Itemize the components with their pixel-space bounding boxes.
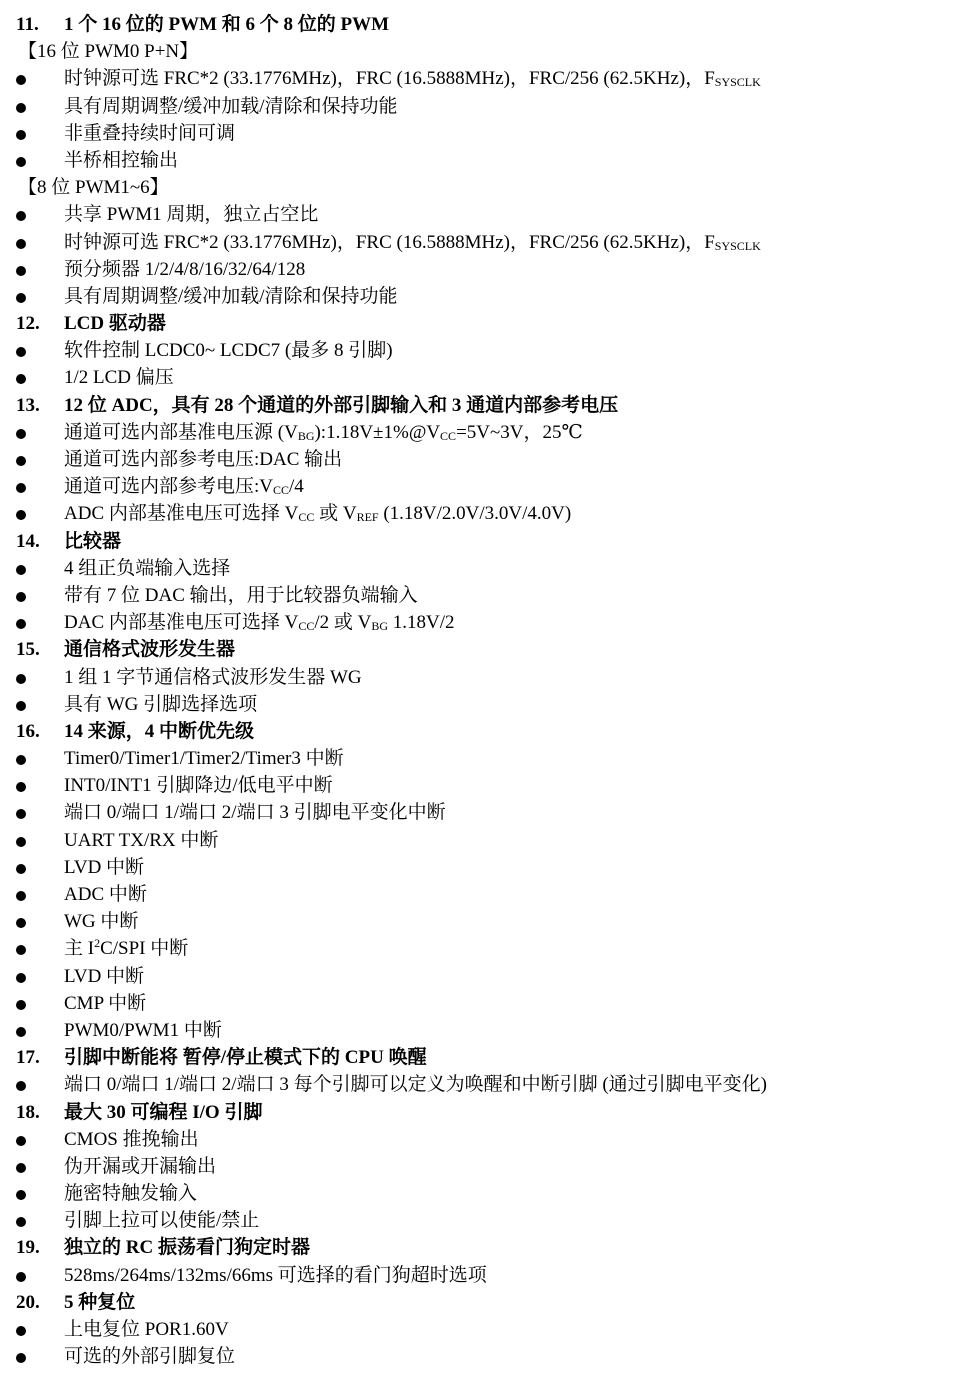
list-item [0,1126,962,1153]
section-title: 比较器 [64,530,122,552]
list-item-text: 端口 0/端口 1/端口 2/端口 3 引脚电平变化中断 [64,802,446,824]
section-heading [0,1044,962,1071]
bullet-icon [16,103,26,113]
list-item-text: 具有 WG 引脚选择选项 [64,693,258,715]
text-segment: 主 I [64,938,95,960]
list-item-text: LVD 中断 [64,856,145,878]
list-item [0,609,962,636]
bullet-icon [16,75,26,85]
bullet-icon [16,1027,26,1037]
bullet-icon [16,293,26,303]
section-heading [0,1234,962,1261]
subscript: CC [273,483,290,498]
list-item [0,446,962,473]
bullet-icon [16,1353,26,1363]
bullet-icon [16,565,26,575]
bullet-icon [16,782,26,792]
bullet-icon [16,211,26,221]
section-title: LCD 驱动器 [64,313,166,335]
list-item [0,1343,962,1370]
subsection-label [0,38,962,65]
section-number: 13. [16,394,40,416]
list-item-text: 端口 0/端口 1/端口 2/端口 3 每个引脚可以定义为唤醒和中断引脚 (通过引脚电平变化) [64,1074,767,1096]
text-segment: 或 V [314,503,357,525]
list-item-text [64,609,455,636]
list-item [0,1180,962,1207]
subscript: REF [356,510,379,525]
subscript: CC [298,510,315,525]
bullet-icon [16,918,26,928]
list-item-text [64,65,761,92]
list-item [0,664,962,691]
section-number: 15. [16,639,40,661]
list-item [0,93,962,120]
section-heading [0,392,962,419]
bullet-icon [16,973,26,983]
list-item-text [64,935,188,962]
bullet-icon [16,619,26,629]
bullet-icon [16,347,26,357]
bullet-icon [16,701,26,711]
list-item [0,1316,962,1343]
bullet-icon [16,809,26,819]
bullet-icon [16,456,26,466]
bullet-icon [16,510,26,520]
subscript: CC [298,619,315,634]
list-item [0,772,962,799]
list-item [0,337,962,364]
list-item [0,854,962,881]
list-item [0,283,962,310]
text-segment: =5V~3V，25℃ [456,421,583,443]
section-title: 通信格式波形发生器 [64,639,236,661]
text-segment: DAC 内部基准电压可选择 V [64,612,299,634]
list-item-text: 1/2 LCD 偏压 [64,367,174,389]
section-number: 14. [16,530,40,552]
text-segment: 通道可选内部基准电压源 (V [64,421,298,443]
list-item-text: INT0/INT1 引脚降边/低电平中断 [64,775,333,797]
list-item-text: 半桥相控输出 [64,149,179,171]
list-item [0,256,962,283]
bullet-icon [16,837,26,847]
bullet-icon [16,1081,26,1091]
list-item [0,473,962,500]
bullet-icon [16,1190,26,1200]
list-item-text: 1 组 1 字节通信格式波形发生器 WG [64,666,362,688]
bullet-icon [16,1136,26,1146]
list-item-text: 预分频器 1/2/4/8/16/32/64/128 [64,258,306,280]
text-segment: 1.18V/2 [388,612,455,634]
list-item-text: 528ms/264ms/132ms/66ms 可选择的看门狗超时选项 [64,1264,487,1286]
list-item-text: WG 中断 [64,911,139,933]
list-item-text [64,419,583,446]
list-item-text: 上电复位 POR1.60V [64,1319,229,1340]
bullet-icon [16,130,26,140]
list-item-text [64,500,571,527]
list-item-text: 伪开漏或开漏输出 [64,1155,217,1177]
section-title: 1 个 16 位的 PWM 和 6 个 8 位的 PWM [64,14,390,35]
bullet-icon [16,1163,26,1173]
bullet-icon [16,1217,26,1227]
list-item [0,1017,962,1044]
list-item-text: 非重叠持续时间可调 [64,122,236,144]
list-item [0,229,962,256]
bullet-icon [16,755,26,765]
subsection-text: 【8 位 PWM1~6】 [18,177,169,199]
list-item-text: 具有周期调整/缓冲加载/清除和保持功能 [64,95,398,117]
bullet-icon [16,266,26,276]
bullet-icon [16,1326,26,1336]
superscript: 2 [94,936,101,951]
list-item-text: PWM0/PWM1 中断 [64,1019,222,1041]
section-heading [0,1099,962,1126]
list-item [0,1207,962,1234]
list-item [0,120,962,147]
list-item-text: 具有周期调整/缓冲加载/清除和保持功能 [64,285,398,307]
section-title: 独立的 RC 振荡看门狗定时器 [64,1237,310,1259]
bullet-icon [16,592,26,602]
text-segment: 时钟源可选 FRC*2 (33.1776MHz)，FRC (16.5888MHz)，FRC/256 (62.5KHz)，F [64,231,715,253]
list-item-text [64,473,304,500]
list-item [0,963,962,990]
subsection-text: 【16 位 PWM0 P+N】 [18,41,199,63]
list-item [0,419,962,446]
list-item [0,691,962,718]
bullet-icon [16,1000,26,1010]
bullet-icon [16,864,26,874]
text-segment: 时钟源可选 FRC*2 (33.1776MHz)，FRC (16.5888MHz)，FRC/256 (62.5KHz)，F [64,68,715,90]
list-item-text: CMOS 推挽输出 [64,1128,199,1150]
document-page [0,11,962,1370]
list-item-text: 带有 7 位 DAC 输出，用于比较器负端输入 [64,584,418,606]
list-item-text: 共享 PWM1 周期，独立占空比 [64,204,319,226]
list-item [0,364,962,391]
section-title: 最大 30 可编程 I/O 引脚 [64,1101,263,1123]
section-heading [0,1289,962,1316]
list-item-text: 引脚上拉可以使能/禁止 [64,1210,260,1232]
section-heading [0,528,962,555]
subscript: SYSCLK [714,238,761,253]
bullet-icon [16,157,26,167]
list-item [0,1153,962,1180]
list-item-text: LVD 中断 [64,965,145,987]
list-item [0,799,962,826]
list-item [0,908,962,935]
list-item [0,500,962,527]
list-item-text: 4 组正负端输入选择 [64,557,231,579]
list-item-text: 施密特触发输入 [64,1183,198,1205]
bullet-icon [16,674,26,684]
list-item [0,65,962,92]
section-number: 20. [16,1291,40,1313]
list-item [0,990,962,1017]
subscript: SYSCLK [714,75,761,90]
list-item [0,1262,962,1289]
list-item-text: CMP 中断 [64,992,147,1014]
section-number: 19. [16,1237,40,1259]
list-item-text: 可选的外部引脚复位 [64,1346,236,1368]
bullet-icon [16,239,26,249]
list-item-text: Timer0/Timer1/Timer2/Timer3 中断 [64,748,344,770]
section-heading [0,310,962,337]
list-item [0,201,962,228]
section-title: 14 来源，4 中断优先级 [64,720,255,742]
bullet-icon [16,945,26,955]
section-heading [0,718,962,745]
bullet-icon [16,1272,26,1282]
section-heading [0,11,962,38]
text-segment: ):1.18V±1%@V [314,421,441,443]
list-item [0,1071,962,1098]
text-segment: ADC 内部基准电压可选择 V [64,503,299,525]
section-title: 12 位 ADC，具有 28 个通道的外部引脚输入和 3 通道内部参考电压 [64,394,619,416]
text-segment: (1.18V/2.0V/3.0V/4.0V) [378,503,572,525]
section-number: 12. [16,313,40,335]
list-item [0,555,962,582]
subscript: BG [297,428,315,443]
section-number: 18. [16,1101,40,1123]
bullet-icon [16,374,26,384]
section-number: 11. [16,14,39,35]
section-heading [0,636,962,663]
text-segment: /4 [289,476,304,498]
list-item-text: ADC 中断 [64,884,147,905]
list-item-text [64,229,761,256]
list-item [0,147,962,174]
list-item-text: UART TX/RX 中断 [64,829,219,851]
section-title: 引脚中断能将 暂停/停止模式下的 CPU 唤醒 [64,1047,427,1069]
list-item [0,827,962,854]
list-item [0,935,962,962]
text-segment: /2 或 V [314,612,372,634]
list-item-text: 软件控制 LCDC0~ LCDC7 (最多 8 引脚) [64,340,393,362]
bullet-icon [16,891,26,901]
subsection-label [0,174,962,201]
section-number: 17. [16,1047,40,1069]
subscript: CC [440,428,457,443]
list-item [0,582,962,609]
subscript: BG [371,619,389,634]
bullet-icon [16,483,26,493]
section-title: 5 种复位 [64,1291,136,1313]
list-item [0,745,962,772]
list-item [0,881,962,908]
text-segment: C/SPI 中断 [100,938,189,960]
text-segment: 通道可选内部参考电压:V [64,476,274,498]
list-item-text: 通道可选内部参考电压:DAC 输出 [64,449,343,470]
section-number: 16. [16,720,40,742]
bullet-icon [16,429,26,439]
